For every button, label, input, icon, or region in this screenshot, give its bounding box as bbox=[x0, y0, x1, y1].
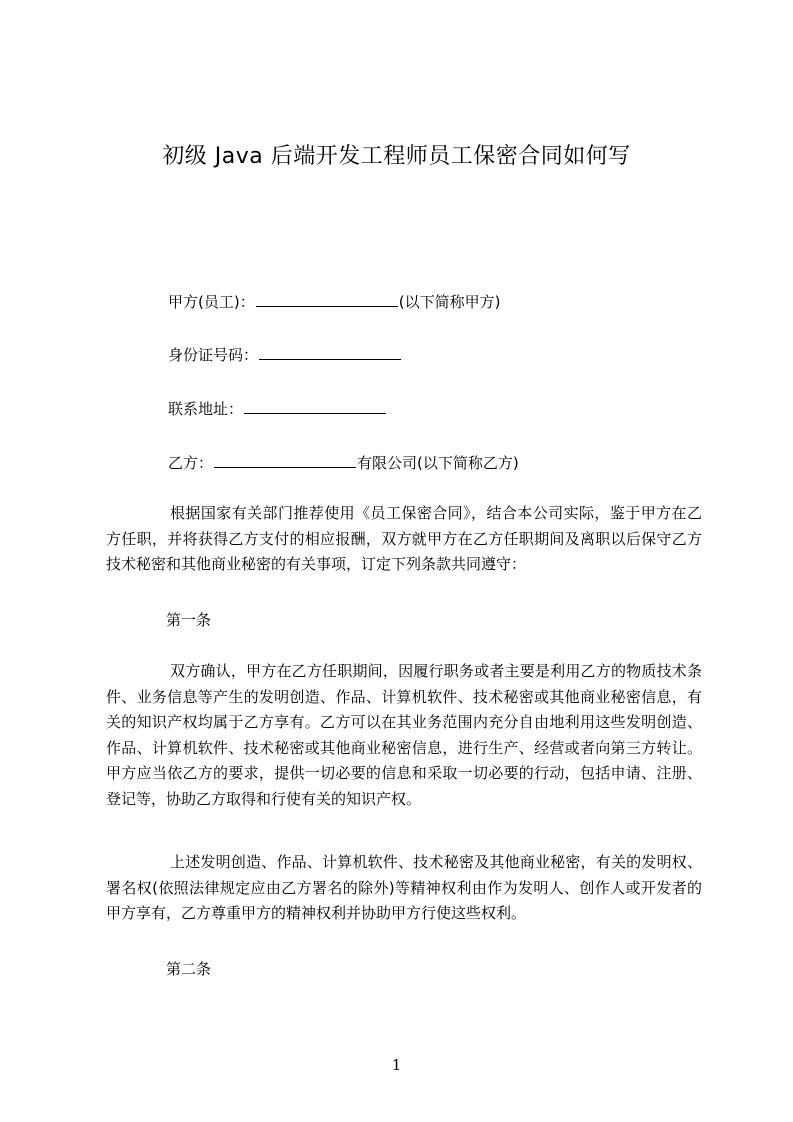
id-number-field bbox=[168, 344, 402, 365]
party-b-label: 乙方： bbox=[168, 454, 214, 472]
address-field bbox=[168, 398, 387, 419]
id-number-label: 身份证号码： bbox=[168, 346, 259, 364]
address-label: 联系地址： bbox=[168, 400, 244, 418]
article-2-heading: 第二条 bbox=[166, 960, 212, 978]
party-a-field bbox=[168, 291, 500, 312]
party-b-blank-line bbox=[214, 452, 356, 468]
article-1-heading: 第一条 bbox=[166, 611, 212, 629]
id-number-blank-line bbox=[259, 344, 401, 360]
article-1-paragraph-2: 上述发明创造、作品、计算机软件、技术秘密及其他商业秘密，有关的发明权、署名权(依照法律规定应由乙方署名的除外)等精神权利由作为发明人、创作人或开发者的甲方享有，乙方尊重甲方的精神权利并协助甲方行使这些权利。 bbox=[106, 853, 702, 922]
document-title: 初级 Java 后端开发工程师员工保密合同如何写 bbox=[162, 144, 631, 169]
preamble-paragraph: 根据国家有关部门推荐使用《员工保密合同》，结合本公司实际，鉴于甲方在乙方任职，并将获得乙方支付的相应报酬，双方就甲方在乙方任职期间及离职以后保守乙方技术秘密和其他商业秘密的有关事项，订定下列条款共同遵守： bbox=[106, 504, 702, 573]
page-number: 1 bbox=[391, 1056, 402, 1074]
article-1-paragraph-1: 双方确认，甲方在乙方任职期间，因履行职务或者主要是利用乙方的物质技术条件、业务信息等产生的发明创造、作品、计算机软件、技术秘密或其他商业秘密信息，有关的知识产权均属于乙方享有。乙方可以在其业务范围内充分自由地利用这些发明创造、作品、计算机软件、技术秘密或其他商业秘密信息，进行生产、经营或者向第三方转让。甲方应当依乙方的要求，提供一切必要的信息和采取一切必要的行动，包括申请、注册、登记等，协助乙方取得和行使有关的知识产权。 bbox=[106, 662, 702, 808]
address-blank-line bbox=[244, 398, 386, 414]
party-a-suffix: (以下简称甲方) bbox=[398, 293, 501, 311]
party-b-suffix: 有限公司(以下简称乙方) bbox=[357, 454, 519, 472]
party-a-label: 甲方(员工)： bbox=[168, 293, 255, 311]
party-b-field bbox=[168, 452, 519, 473]
party-a-blank-line bbox=[256, 291, 398, 307]
